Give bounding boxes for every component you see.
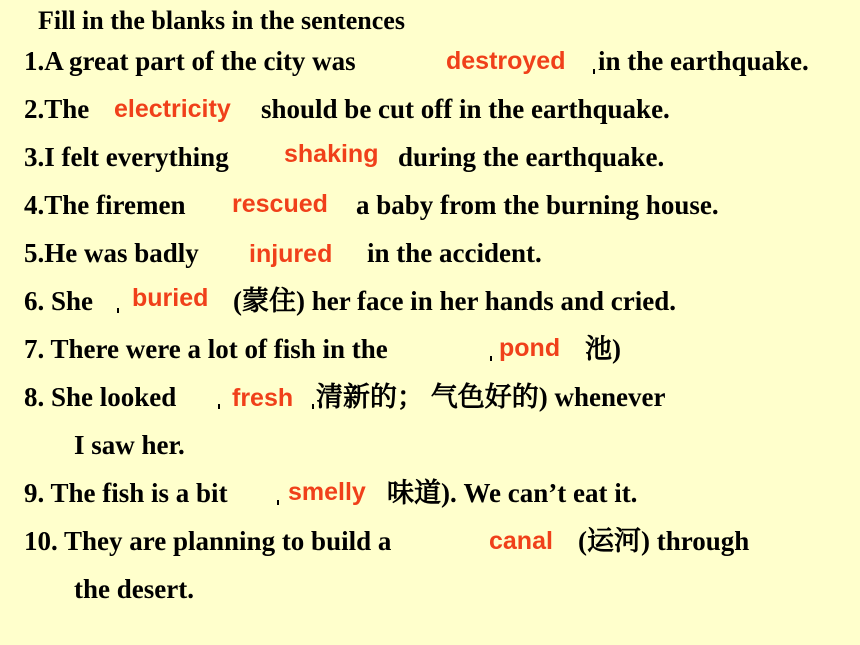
sentence-7-text: 7. There were a lot of fish in the <box>24 334 388 364</box>
sentence-9-text: 9. The fish is a bit <box>24 478 228 508</box>
sentence-1-rest: in the earthquake. <box>598 46 809 76</box>
sentence-5-rest: in the accident. <box>367 238 542 268</box>
sentence-5-text: 5.He was badly <box>24 238 199 268</box>
sentence-8-text: 8. She looked <box>24 382 177 412</box>
sentence-3-text: 3.I felt everything <box>24 142 229 172</box>
sentence-10-text: 10. They are planning to build a <box>24 526 392 556</box>
sentence-6-rest <box>233 288 676 315</box>
answer-6: buried <box>132 284 209 312</box>
answer-8: fresh <box>232 384 294 412</box>
sentence-10-continuation: the desert. <box>74 574 194 604</box>
blank-mark <box>593 69 595 74</box>
sentence-2-rest: should be cut off in the earthquake. <box>261 94 670 124</box>
sentence-6-rest-text: (蒙住) her face in her hands and cried. <box>233 286 677 316</box>
answer-7: pond <box>499 334 561 362</box>
answer-3: shaking <box>284 140 379 168</box>
sentence-4-rest: a baby from the burning house. <box>356 190 719 220</box>
answer-1: destroyed <box>446 47 566 75</box>
sentence-8-continuation: I saw her. <box>74 430 185 460</box>
answer-9: smelly <box>288 478 366 506</box>
answer-2: electricity <box>114 95 231 123</box>
sentence-1-text: 1.A great part of the city was <box>24 46 356 76</box>
answer-4: rescued <box>232 190 328 218</box>
sentence-10-rest: (运河) through <box>578 526 750 556</box>
blank-mark <box>117 308 119 313</box>
sentence-7-rest: 池) <box>585 334 621 364</box>
blank-mark <box>218 404 220 409</box>
sentence-9-rest: 味道). We can’t eat it. <box>387 478 638 508</box>
answer-10: canal <box>489 527 553 555</box>
blank-mark <box>312 404 314 409</box>
sentence-6-text: 6. She <box>24 286 94 316</box>
sentence-2-text: 2.The <box>24 94 90 124</box>
blank-mark <box>490 356 492 361</box>
blank-mark <box>277 500 279 505</box>
worksheet-title: Fill in the blanks in the sentences <box>38 6 405 35</box>
answer-5: injured <box>249 240 333 268</box>
sentence-3-rest: during the earthquake. <box>398 142 665 172</box>
sentence-8-rest: 清新的； 气色好的) whenever <box>316 382 666 412</box>
sentence-4-text: 4.The firemen <box>24 190 186 220</box>
